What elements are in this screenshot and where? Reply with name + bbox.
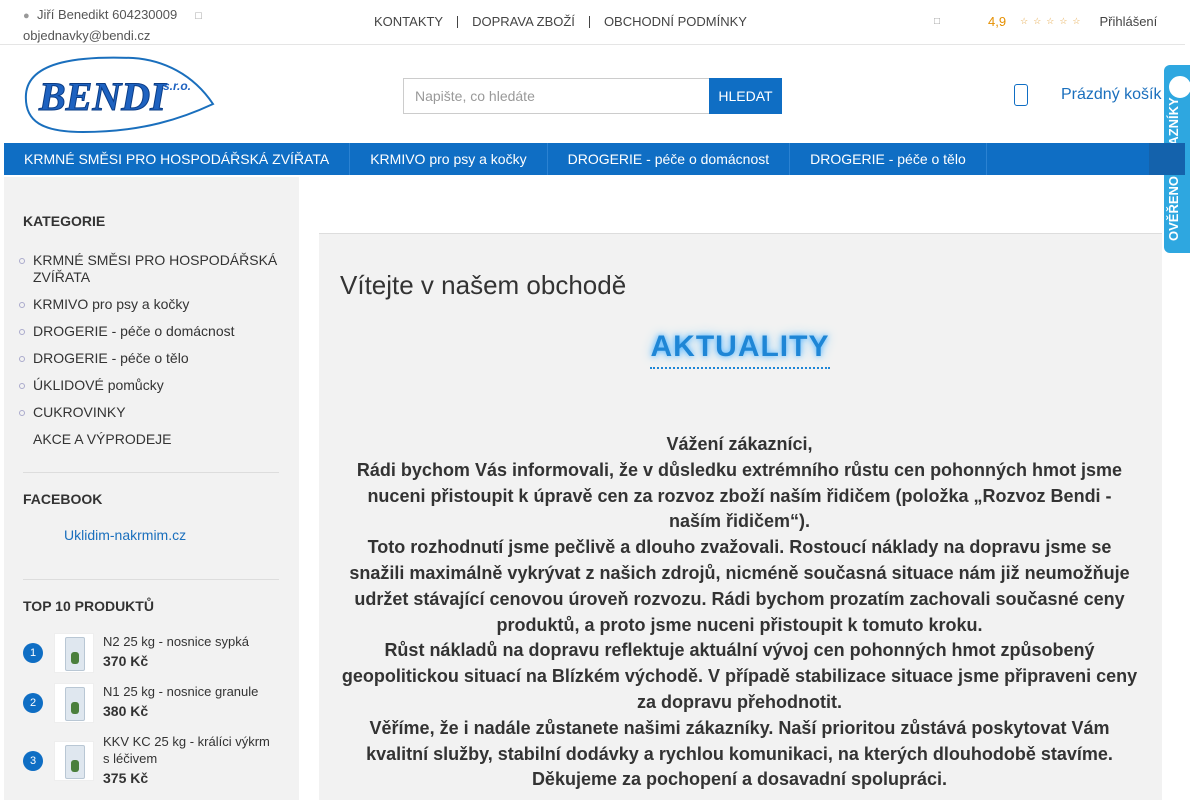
category-item[interactable]: AKCE A VÝPRODEJE xyxy=(33,431,172,447)
contact-email-link[interactable]: objednavky@bendi.cz xyxy=(23,28,151,43)
product-name[interactable]: N2 25 kg - nosnice sypká xyxy=(103,634,249,649)
top-product-item[interactable] xyxy=(23,733,283,793)
cart[interactable] xyxy=(1014,84,1161,106)
mail-icon: □ xyxy=(195,10,202,22)
article-paragraph: Toto rozhodnutí jsme pečlivě a dlouho zvažovali. Rostoucí náklady na dopravu jsme se snažili maximálně vykrývat z našich zdrojů, nicméně současná situace nám již neumožňuje udržet stávající cenovou úroveň rozvozu. Rádi bychom prozatím zachovali současné ceny produktů, a proto jsme nuceni přistoupit k tomuto kroku. xyxy=(349,537,1130,635)
product-thumbnail[interactable] xyxy=(54,633,94,673)
category-item[interactable]: DROGERIE - péče o tělo xyxy=(18,350,283,367)
top-bar xyxy=(0,0,1185,45)
divider xyxy=(23,579,279,580)
contact-name-phone: Jiří Benedikt 604230009 xyxy=(37,7,178,22)
article-paragraph: Růst nákladů na dopravu reflektuje aktuální vývoj cen pohonných hmot způsobený geopolitickou situací na Blízkém východě. V případě stabilizace situace jsme připraveni ceny za dopravu přehodnotit. xyxy=(341,640,1138,712)
facebook-link[interactable]: Uklidim-nakrmim.cz xyxy=(64,527,187,543)
login-link[interactable]: Přihlášení xyxy=(1099,14,1158,29)
top-nav xyxy=(360,14,761,29)
search-input[interactable] xyxy=(403,78,709,114)
category-item[interactable]: DROGERIE - péče o domácnost xyxy=(18,323,283,340)
facebook-title: FACEBOOK xyxy=(23,491,103,507)
bendi-logo[interactable] xyxy=(23,54,215,134)
contact-info xyxy=(23,5,209,46)
rating-stars: ☆☆☆☆☆ xyxy=(1020,16,1086,26)
article-paragraph: Vážení zákazníci, xyxy=(666,434,813,454)
main-nav-krmne-smesi[interactable]: KRMNÉ SMĚSI PRO HOSPODÁŘSKÁ ZVÍŘATA xyxy=(4,143,350,175)
categories-title: KATEGORIE xyxy=(23,213,106,229)
top-products-title: TOP 10 PRODUKTŮ xyxy=(23,598,154,614)
sidebar xyxy=(4,177,299,800)
top-nav-kontakty[interactable]: KONTAKTY xyxy=(374,14,444,29)
product-thumbnail[interactable] xyxy=(54,741,94,781)
product-price: 375 Kč xyxy=(103,770,149,786)
cart-label: Prázdný košík xyxy=(1061,86,1162,103)
heureka-seal-icon xyxy=(1169,76,1190,98)
product-price: 370 Kč xyxy=(103,653,149,669)
main-nav-drogerie-domacnost[interactable]: DROGERIE - péče o domácnost xyxy=(548,143,791,175)
category-item[interactable]: ÚKLIDOVÉ pomůcky xyxy=(18,377,283,394)
rating-icon: □ xyxy=(934,16,941,27)
divider xyxy=(23,472,279,473)
rating-block[interactable] xyxy=(934,14,1157,29)
product-name[interactable]: KKV KC 25 kg - králíci výkrm s léčivem xyxy=(103,734,270,766)
divider xyxy=(319,233,1162,234)
search-bar xyxy=(403,78,782,114)
article-paragraph: Věříme, že i nadále zůstanete našimi zákazníky. Naší prioritou zůstává poskytovat Vám kvalitní služby, stabilní dodávky a rychlou komunikaci, na kterých dlouhodobě stavíme. xyxy=(366,717,1113,764)
product-name[interactable]: N1 25 kg - nosnice granule xyxy=(103,684,259,699)
category-item[interactable]: CUKROVINKY xyxy=(18,404,283,421)
page-title: Vítejte v našem obchodě xyxy=(340,270,627,300)
rating-score: 4,9 xyxy=(988,14,1007,29)
article-paragraph: Děkujeme za pochopení a dosavadní spolupráci. xyxy=(531,769,948,790)
nav-more-button[interactable] xyxy=(1149,143,1185,175)
search-button[interactable]: HLEDAT xyxy=(709,78,782,114)
rank-badge: 1 xyxy=(23,643,43,663)
main-nav-krmivo[interactable]: KRMIVO pro psy a kočky xyxy=(350,143,547,175)
top-product-item[interactable] xyxy=(23,633,283,683)
main-nav xyxy=(4,143,1185,175)
top-product-item[interactable] xyxy=(23,683,283,733)
article-paragraph: Rádi bychom Vás informovali, že v důsledku extrémního růstu cen pohonných hmot jsme nuceni přistoupit k úpravě cen za rozvoz zboží naším řidičem (položka „Rozvoz Bendi - naším řidičem“). xyxy=(356,459,1123,532)
product-thumbnail[interactable] xyxy=(54,683,94,723)
main-content xyxy=(319,233,1162,800)
cart-icon xyxy=(1014,84,1028,106)
category-list xyxy=(18,252,283,458)
top-nav-podminky[interactable]: OBCHODNÍ PODMÍNKY xyxy=(589,16,761,28)
logo-text: BENDI xyxy=(39,74,166,119)
rank-badge: 3 xyxy=(23,751,43,771)
rank-badge: 2 xyxy=(23,693,43,713)
top-nav-doprava[interactable]: DOPRAVA ZBOŽÍ xyxy=(457,16,589,28)
product-price: 380 Kč xyxy=(103,703,149,719)
category-item[interactable]: KRMIVO pro psy a kočky xyxy=(18,296,283,313)
news-article xyxy=(339,432,1140,793)
main-nav-drogerie-telo[interactable]: DROGERIE - péče o tělo xyxy=(790,143,987,175)
user-icon: ● xyxy=(23,10,30,22)
category-item[interactable]: KRMNÉ SMĚSI PRO HOSPODÁŘSKÁ ZVÍŘATA xyxy=(18,252,283,286)
logo-suffix: s.r.o. xyxy=(163,79,192,93)
news-heading: AKTUALITY xyxy=(650,329,830,369)
